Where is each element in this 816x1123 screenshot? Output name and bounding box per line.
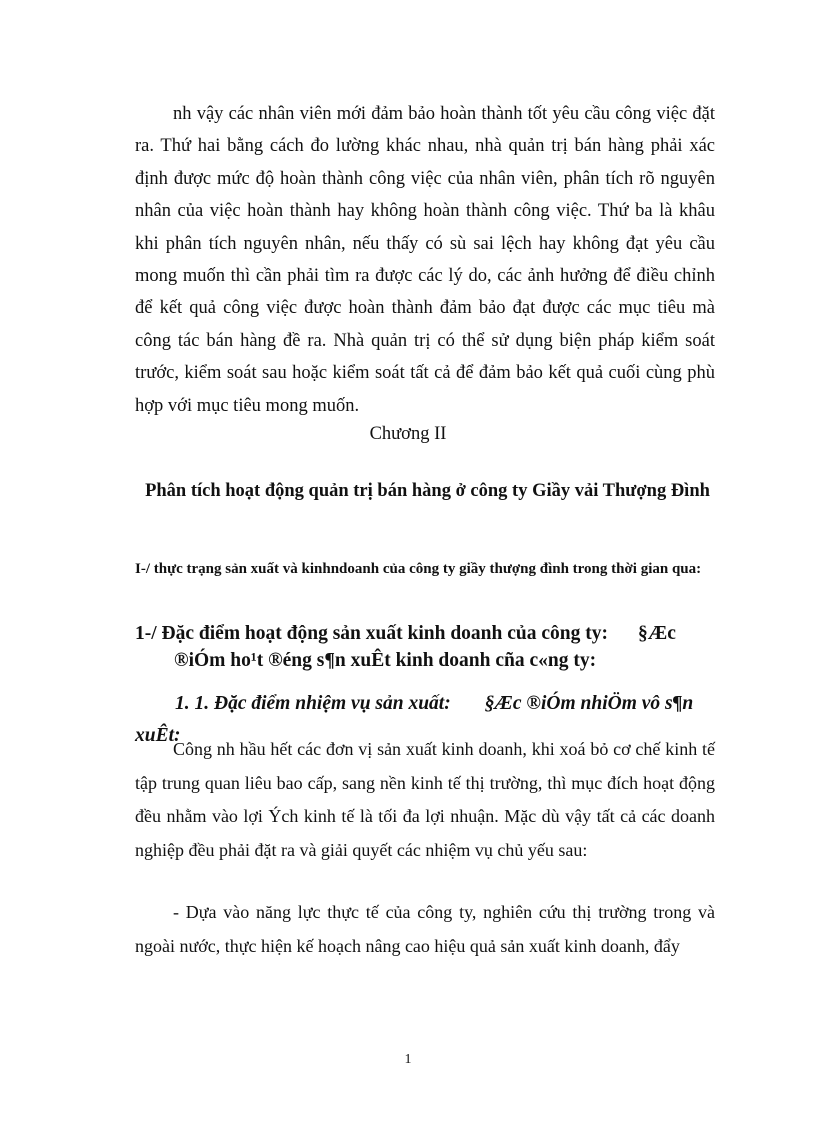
page-number: 1: [404, 1052, 412, 1067]
subsection-heading: [135, 618, 715, 650]
chapter-label: Chương II: [369, 424, 447, 444]
sub-subsection-heading-text: 1. 1. Đặc điểm nhiệm vụ sản xuất:: [175, 693, 451, 714]
body-paragraph-3: - Dựa vào năng lực thực tế của công ty, nghiên cứu thị trường trong và ngoài nước, thực hiện kế hoạch nâng cao hiệu quả sản xuất kinh doanh, đẩy: [135, 902, 715, 956]
subsection-heading-text: 1-/ Đặc điểm hoạt động sản xuất kinh doanh của công ty:: [135, 623, 608, 644]
body-paragraph-2: Công nh hầu hết các đơn vị sản xuất kinh doanh, khi xoá bỏ cơ chế kinh tế tập trung quan liêu bao cấp, sang nền kinh tế thị trường, thì mục đích hoạt động đều nhằm vào lợi Ých kinh tế là tối đa lợi nhuận. Mặc dù vậy tất cả các doanh nghiệp đều phải đặt ra và giải quyết các nhiệm vụ chủ yếu sau:: [135, 739, 715, 860]
section-heading-1: I-/ thực trạng sản xuất và kinhndoanh của công ty giầy thượng đình trong thời gian qua:: [135, 561, 702, 577]
subsection-heading-garbled: §Æc: [637, 623, 676, 644]
body-paragraph-1: nh vậy các nhân viên mới đảm bảo hoàn thành tốt yêu cầu công việc đặt ra. Thứ hai bằng cách đo lường khác nhau, nhà quản trị bán hàng phải xác định được mức độ hoàn thành công việc của nhân viên, phân tích rõ nguyên nhân của việc hoàn thành hay không hoàn thành công việc. Thứ ba là khâu khi phân tích nguyên nhân, nếu thấy có sù sai lệch hay không đạt yêu cầu mong muốn thì cần phải tìm ra được các lý do, các ảnh hưởng để điều chỉnh để kết quả công việc được hoàn thành đảm bảo đạt được các mục tiêu mà công tác bán hàng đề ra. Nhà quản trị có thể sử dụng biện pháp kiểm soát trước, kiểm soát sau hoặc kiểm soát tất cả để đảm bảo kết quả cuối cùng phù hợp với mục tiêu mong muốn.: [135, 104, 715, 416]
subsection-heading-garbled-line: ®iÓm ho¹t ®éng s¶n xuÊt kinh doanh cña c«ng ty:: [174, 650, 597, 671]
chapter-title: Phân tích hoạt động quản trị bán hàng ở công ty Giầy vải Thượng Đình: [145, 481, 710, 501]
sub-subsection-heading-garbled: §Æc ®iÓm nhiÖm vô s¶n xuÊt:: [135, 693, 694, 746]
